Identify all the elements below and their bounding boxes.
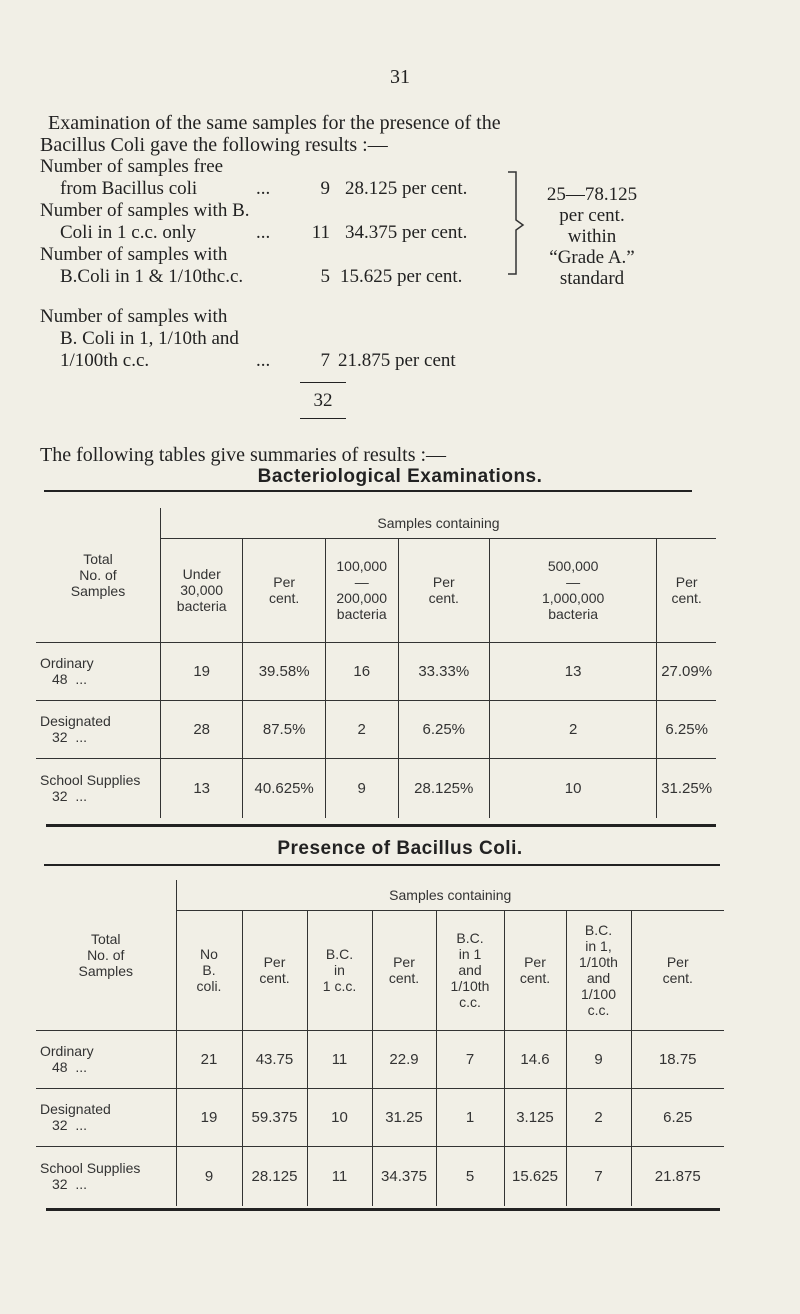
bracket-note [524, 184, 660, 289]
table2-bottom-rule [46, 1208, 720, 1211]
cell: 1 [436, 1088, 504, 1146]
header-line: cent. [662, 970, 693, 986]
header-line: B. [202, 962, 216, 978]
cell: 87.5% [243, 700, 325, 758]
row-total: 32 [52, 1176, 68, 1193]
table1-bottom-rule [46, 824, 716, 827]
header-line: bacteria [336, 606, 387, 622]
table2-col-header [631, 910, 724, 1030]
header-line: cent. [388, 970, 420, 986]
header-line: B.C. [456, 930, 484, 946]
intro-paragraph [40, 112, 501, 156]
total-rule-top [300, 382, 346, 383]
summary-count: 7 [320, 350, 330, 371]
bracket-note-line: “Grade A.” [549, 247, 635, 268]
cell: 6.25% [657, 700, 716, 758]
header-line: Samples [78, 962, 133, 979]
table2-group-header: Samples containing [389, 886, 512, 903]
table-row [36, 758, 716, 818]
summary-count: 11 [311, 222, 330, 243]
header-line: in 1, [585, 938, 612, 954]
cell: 28.125 [242, 1146, 307, 1206]
cell: 43.75 [242, 1030, 307, 1088]
summary-total: 32 [313, 390, 333, 411]
header-line: cent. [671, 590, 702, 606]
table2-title: Presence of Bacillus Coli. [277, 838, 523, 859]
row-label [36, 1088, 176, 1146]
header-line: B.C. [325, 946, 354, 962]
cell: 31.25% [661, 779, 713, 797]
cell: 34.375 [372, 1146, 436, 1206]
header-line: Total [83, 550, 113, 567]
table-row [36, 700, 716, 758]
table1 [36, 508, 716, 818]
header-line: cent. [268, 590, 300, 606]
row-name: Ordinary [40, 1043, 94, 1059]
table-row [36, 1088, 724, 1146]
summary-percent: 34.375 per cent. [345, 222, 468, 243]
summary-label: 1/100th c.c. [60, 350, 150, 371]
bracket-note-line: standard [559, 268, 625, 289]
row-label [36, 1146, 176, 1206]
cell: 7 [436, 1030, 504, 1088]
row-total: 32 [52, 729, 68, 745]
cell: 28.125% [398, 758, 489, 818]
page-number: 31 [390, 66, 410, 88]
header-line: 30,000 [180, 582, 224, 598]
header-line: 1,000,000 [542, 590, 605, 606]
cell: 15.625 [504, 1146, 566, 1206]
cell: 21 [176, 1030, 242, 1088]
header-line: Per [666, 954, 689, 970]
table1-title: Bacteriological Examinations. [257, 466, 543, 487]
row-name: Ordinary [40, 655, 94, 671]
header-line: cent. [519, 970, 551, 986]
bracket-note-line: 25—78.125 [546, 184, 638, 205]
row-label [36, 758, 160, 818]
table2-col-header [242, 910, 307, 1030]
following-text: The following tables give summaries of results :— [40, 444, 447, 466]
header-line: 1 c.c. [322, 978, 357, 994]
header-line: Per [263, 954, 286, 970]
cell: 11 [307, 1030, 372, 1088]
summary-label: from Bacillus coli [60, 178, 198, 199]
table1-col-header [243, 538, 325, 642]
total-rule-bottom [300, 418, 346, 419]
summary-label: Number of samples with [40, 306, 228, 327]
header-line: — [354, 574, 369, 590]
summary-count: 9 [320, 178, 330, 199]
row-total: 48 [52, 1059, 68, 1075]
cell: 5 [436, 1146, 504, 1206]
row-dots: ... [75, 671, 88, 687]
header-line: Per [675, 574, 698, 590]
header-line: 1/10th [450, 978, 490, 994]
table2-col-header [436, 910, 504, 1030]
cell: 3.125 [504, 1088, 566, 1146]
table2-col-header [372, 910, 436, 1030]
summary-percent: 28.125 per cent. [345, 178, 468, 199]
header-line: Per [273, 574, 296, 590]
summary-dots: ... [256, 350, 271, 371]
cell: 9 [566, 1030, 631, 1088]
row-dots: ... [75, 729, 88, 745]
row-label [36, 1030, 176, 1088]
header-line: Per [393, 954, 415, 970]
cell: 22.9 [372, 1030, 436, 1088]
intro-line-1: Examination of the same samples for the presence of the [48, 112, 501, 134]
cell: 10 [307, 1088, 372, 1146]
header-line: No [200, 946, 218, 962]
header-line: 1/100 [580, 986, 617, 1002]
header-line: Samples [70, 582, 126, 599]
table2-col-header [307, 910, 372, 1030]
table1-col-header [398, 538, 489, 642]
bracket-note-line: within [567, 226, 617, 247]
cell: 6.25 [631, 1088, 724, 1146]
cell: 9 [176, 1146, 242, 1206]
cell: 39.58% [243, 642, 325, 700]
cell: 21.875 [654, 1167, 701, 1185]
bracket-note-line: per cent. [559, 205, 625, 226]
cell: 33.33% [398, 642, 489, 700]
table2-total-header [36, 880, 176, 1030]
cell: 2 [566, 1088, 631, 1146]
header-line: c.c. [587, 1002, 610, 1018]
table1-group-header: Samples containing [377, 514, 500, 531]
header-line: bacteria [176, 598, 227, 614]
row-name: Designated [40, 713, 111, 729]
header-line: No. of [87, 946, 125, 963]
summary-dots: ... [256, 178, 271, 199]
cell: 9 [325, 758, 398, 818]
row-label [36, 642, 160, 700]
cell: 28 [160, 700, 242, 758]
cell: 11 [307, 1146, 372, 1206]
summary-count: 5 [320, 266, 330, 287]
table1-col-header [490, 538, 657, 642]
row-name: School Supplies [40, 1160, 141, 1177]
row-total: 32 [52, 1117, 68, 1133]
header-line: c.c. [459, 994, 481, 1010]
header-line: Total [90, 930, 121, 947]
table2-col-header [504, 910, 566, 1030]
header-line: in [334, 962, 345, 978]
header-line: in 1 [458, 946, 482, 962]
summary-dots: ... [256, 222, 271, 243]
table-row [36, 1030, 724, 1088]
table-row [36, 642, 716, 700]
cell: 13 [490, 642, 657, 700]
table-row [36, 1146, 724, 1206]
summary-label: B. Coli in 1, 1/10th and [60, 328, 239, 349]
header-line: No. of [79, 566, 117, 583]
intro-line-2: Bacillus Coli gave the following results :— [40, 134, 388, 156]
cell: 2 [490, 700, 657, 758]
table1-total-header [36, 508, 160, 642]
table2-col-header [176, 910, 242, 1030]
cell: 40.625% [243, 758, 325, 818]
header-line: 200,000 [336, 590, 387, 606]
header-line: and [458, 962, 482, 978]
cell: 27.09% [657, 642, 716, 700]
cell: 18.75 [631, 1030, 724, 1088]
summary-label: Number of samples with [40, 244, 228, 265]
cell: 19 [176, 1088, 242, 1146]
header-line: Under [182, 566, 221, 582]
cell: 14.6 [504, 1030, 566, 1088]
header-line: cent. [259, 970, 290, 986]
table1-col-header [325, 538, 398, 642]
cell: 6.25% [398, 700, 489, 758]
cell: 7 [566, 1146, 631, 1206]
table1-top-rule [44, 490, 692, 492]
table1-col-header [160, 538, 242, 642]
row-dots: ... [75, 1059, 88, 1075]
cell: 19 [160, 642, 242, 700]
row-label [36, 700, 160, 758]
header-line: 1/10th [579, 954, 618, 970]
row-dots: ... [75, 1176, 88, 1193]
header-line: coli. [196, 978, 222, 994]
header-line: and [586, 970, 611, 986]
table1-col-header [657, 538, 716, 642]
summary-percent: 15.625 per cent. [340, 266, 463, 287]
summary-label: Coli in 1 c.c. only [60, 222, 197, 243]
header-line: Per [432, 574, 455, 590]
header-line: bacteria [548, 606, 599, 622]
row-total: 48 [52, 671, 68, 687]
header-line: 100,000 [336, 558, 387, 574]
summary-label: Number of samples with B. [40, 200, 250, 221]
table2-top-rule [44, 864, 720, 866]
header-line: Per [524, 954, 546, 970]
header-line: 500,000 [547, 558, 599, 574]
row-name: School Supplies [40, 772, 141, 789]
header-line: — [566, 574, 581, 590]
cell: 10 [490, 758, 657, 818]
header-line: cent. [428, 590, 459, 606]
cell: 31.25 [372, 1088, 436, 1146]
row-name: Designated [40, 1101, 111, 1117]
summary-percent: 21.875 per cent [338, 350, 456, 371]
row-total: 32 [52, 788, 68, 805]
table2 [36, 880, 724, 1206]
cell: 2 [325, 700, 398, 758]
table2-col-header [566, 910, 631, 1030]
summary-label: Number of samples free [40, 156, 224, 177]
row-dots: ... [75, 1117, 88, 1133]
summary-label: B.Coli in 1 & 1/10thc.c. [60, 266, 244, 287]
cell: 59.375 [242, 1088, 307, 1146]
cell: 13 [160, 758, 242, 818]
cell: 16 [325, 642, 398, 700]
header-line: B.C. [584, 922, 613, 938]
row-dots: ... [75, 788, 88, 805]
